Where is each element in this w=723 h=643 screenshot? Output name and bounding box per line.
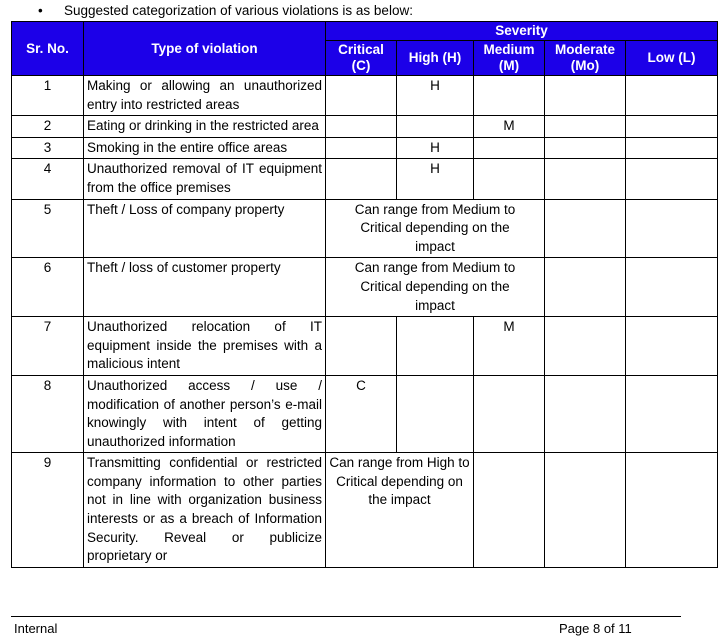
row-low [626, 375, 718, 452]
row-high [397, 375, 474, 452]
row-merged-severity: Can range from Medium to Critical depending on the impact [326, 199, 545, 258]
row-critical [326, 159, 397, 199]
violations-table [11, 21, 718, 568]
row-sr-no: 6 [12, 258, 84, 317]
table-row [12, 76, 718, 116]
header-high: High (H) [397, 41, 474, 76]
table-row [12, 453, 718, 568]
table-row [12, 159, 718, 199]
row-violation-type: Smoking in the entire office areas [84, 137, 326, 159]
row-moderate [545, 453, 626, 568]
row-low [626, 159, 718, 199]
row-high [397, 116, 474, 138]
row-medium [474, 159, 545, 199]
row-medium: M [474, 317, 545, 376]
header-sr-no: Sr. No. [12, 22, 84, 76]
row-medium [474, 76, 545, 116]
table-row [12, 199, 718, 258]
header-moderate: Moderate (Mo) [545, 41, 626, 76]
row-high [397, 317, 474, 376]
row-sr-no: 3 [12, 137, 84, 159]
row-critical [326, 317, 397, 376]
row-medium [474, 453, 545, 568]
row-medium [474, 137, 545, 159]
row-sr-no: 2 [12, 116, 84, 138]
header-low: Low (L) [626, 41, 718, 76]
row-sr-no: 4 [12, 159, 84, 199]
intro-bullet-line [38, 3, 413, 18]
footer-classification: Internal [14, 621, 58, 636]
row-moderate [545, 76, 626, 116]
row-moderate [545, 116, 626, 138]
row-sr-no: 7 [12, 317, 84, 376]
row-violation-type: Eating or drinking in the restricted area [84, 116, 326, 138]
row-moderate [545, 258, 626, 317]
row-critical [326, 137, 397, 159]
row-violation-type: Theft / loss of customer property [84, 258, 326, 317]
table-row [12, 317, 718, 376]
table-row [12, 375, 718, 452]
row-low [626, 76, 718, 116]
row-sr-no: 5 [12, 199, 84, 258]
row-moderate [545, 317, 626, 376]
footer-divider [11, 616, 681, 617]
row-critical: C [326, 375, 397, 452]
row-high: H [397, 159, 474, 199]
row-violation-type: Making or allowing an unauthorized entry into restricted areas [84, 76, 326, 116]
footer-page-number: Page 8 of 11 [559, 621, 632, 636]
table-row [12, 116, 718, 138]
row-moderate [545, 375, 626, 452]
row-medium: M [474, 116, 545, 138]
table-row [12, 137, 718, 159]
row-violation-type: Theft / Loss of company property [84, 199, 326, 258]
row-violation-type: Unauthorized relocation of IT equipment inside the premises with a malicious intent [84, 317, 326, 376]
row-low [626, 116, 718, 138]
row-low [626, 137, 718, 159]
row-medium [474, 375, 545, 452]
bullet-icon: • [38, 3, 43, 18]
row-sr-no: 1 [12, 76, 84, 116]
table-row [12, 258, 718, 317]
row-merged-severity: Can range from High to Critical depending on the impact [326, 453, 474, 568]
header-critical: Critical (C) [326, 41, 397, 76]
header-row-1 [12, 22, 718, 41]
row-violation-type: Unauthorized access / use / modification of another person’s e-mail knowingly with intent of getting unauthorized information [84, 375, 326, 452]
row-sr-no: 9 [12, 453, 84, 568]
row-high: H [397, 137, 474, 159]
row-low [626, 453, 718, 568]
row-violation-type: Transmitting confidential or restricted company information to other parties not in line with organization business interests or as a breach of Information Security. Reveal or publicize proprietary or [84, 453, 326, 568]
row-moderate [545, 199, 626, 258]
header-severity: Severity [326, 22, 718, 41]
row-sr-no: 8 [12, 375, 84, 452]
row-merged-severity: Can range from Medium to Critical depending on the impact [326, 258, 545, 317]
row-moderate [545, 159, 626, 199]
row-violation-type: Unauthorized removal of IT equipment from the office premises [84, 159, 326, 199]
header-type: Type of violation [84, 22, 326, 76]
row-low [626, 258, 718, 317]
row-moderate [545, 137, 626, 159]
row-low [626, 199, 718, 258]
intro-text: Suggested categorization of various violations is as below: [64, 3, 413, 18]
row-critical [326, 116, 397, 138]
header-medium: Medium (M) [474, 41, 545, 76]
row-high: H [397, 76, 474, 116]
row-low [626, 317, 718, 376]
row-critical [326, 76, 397, 116]
